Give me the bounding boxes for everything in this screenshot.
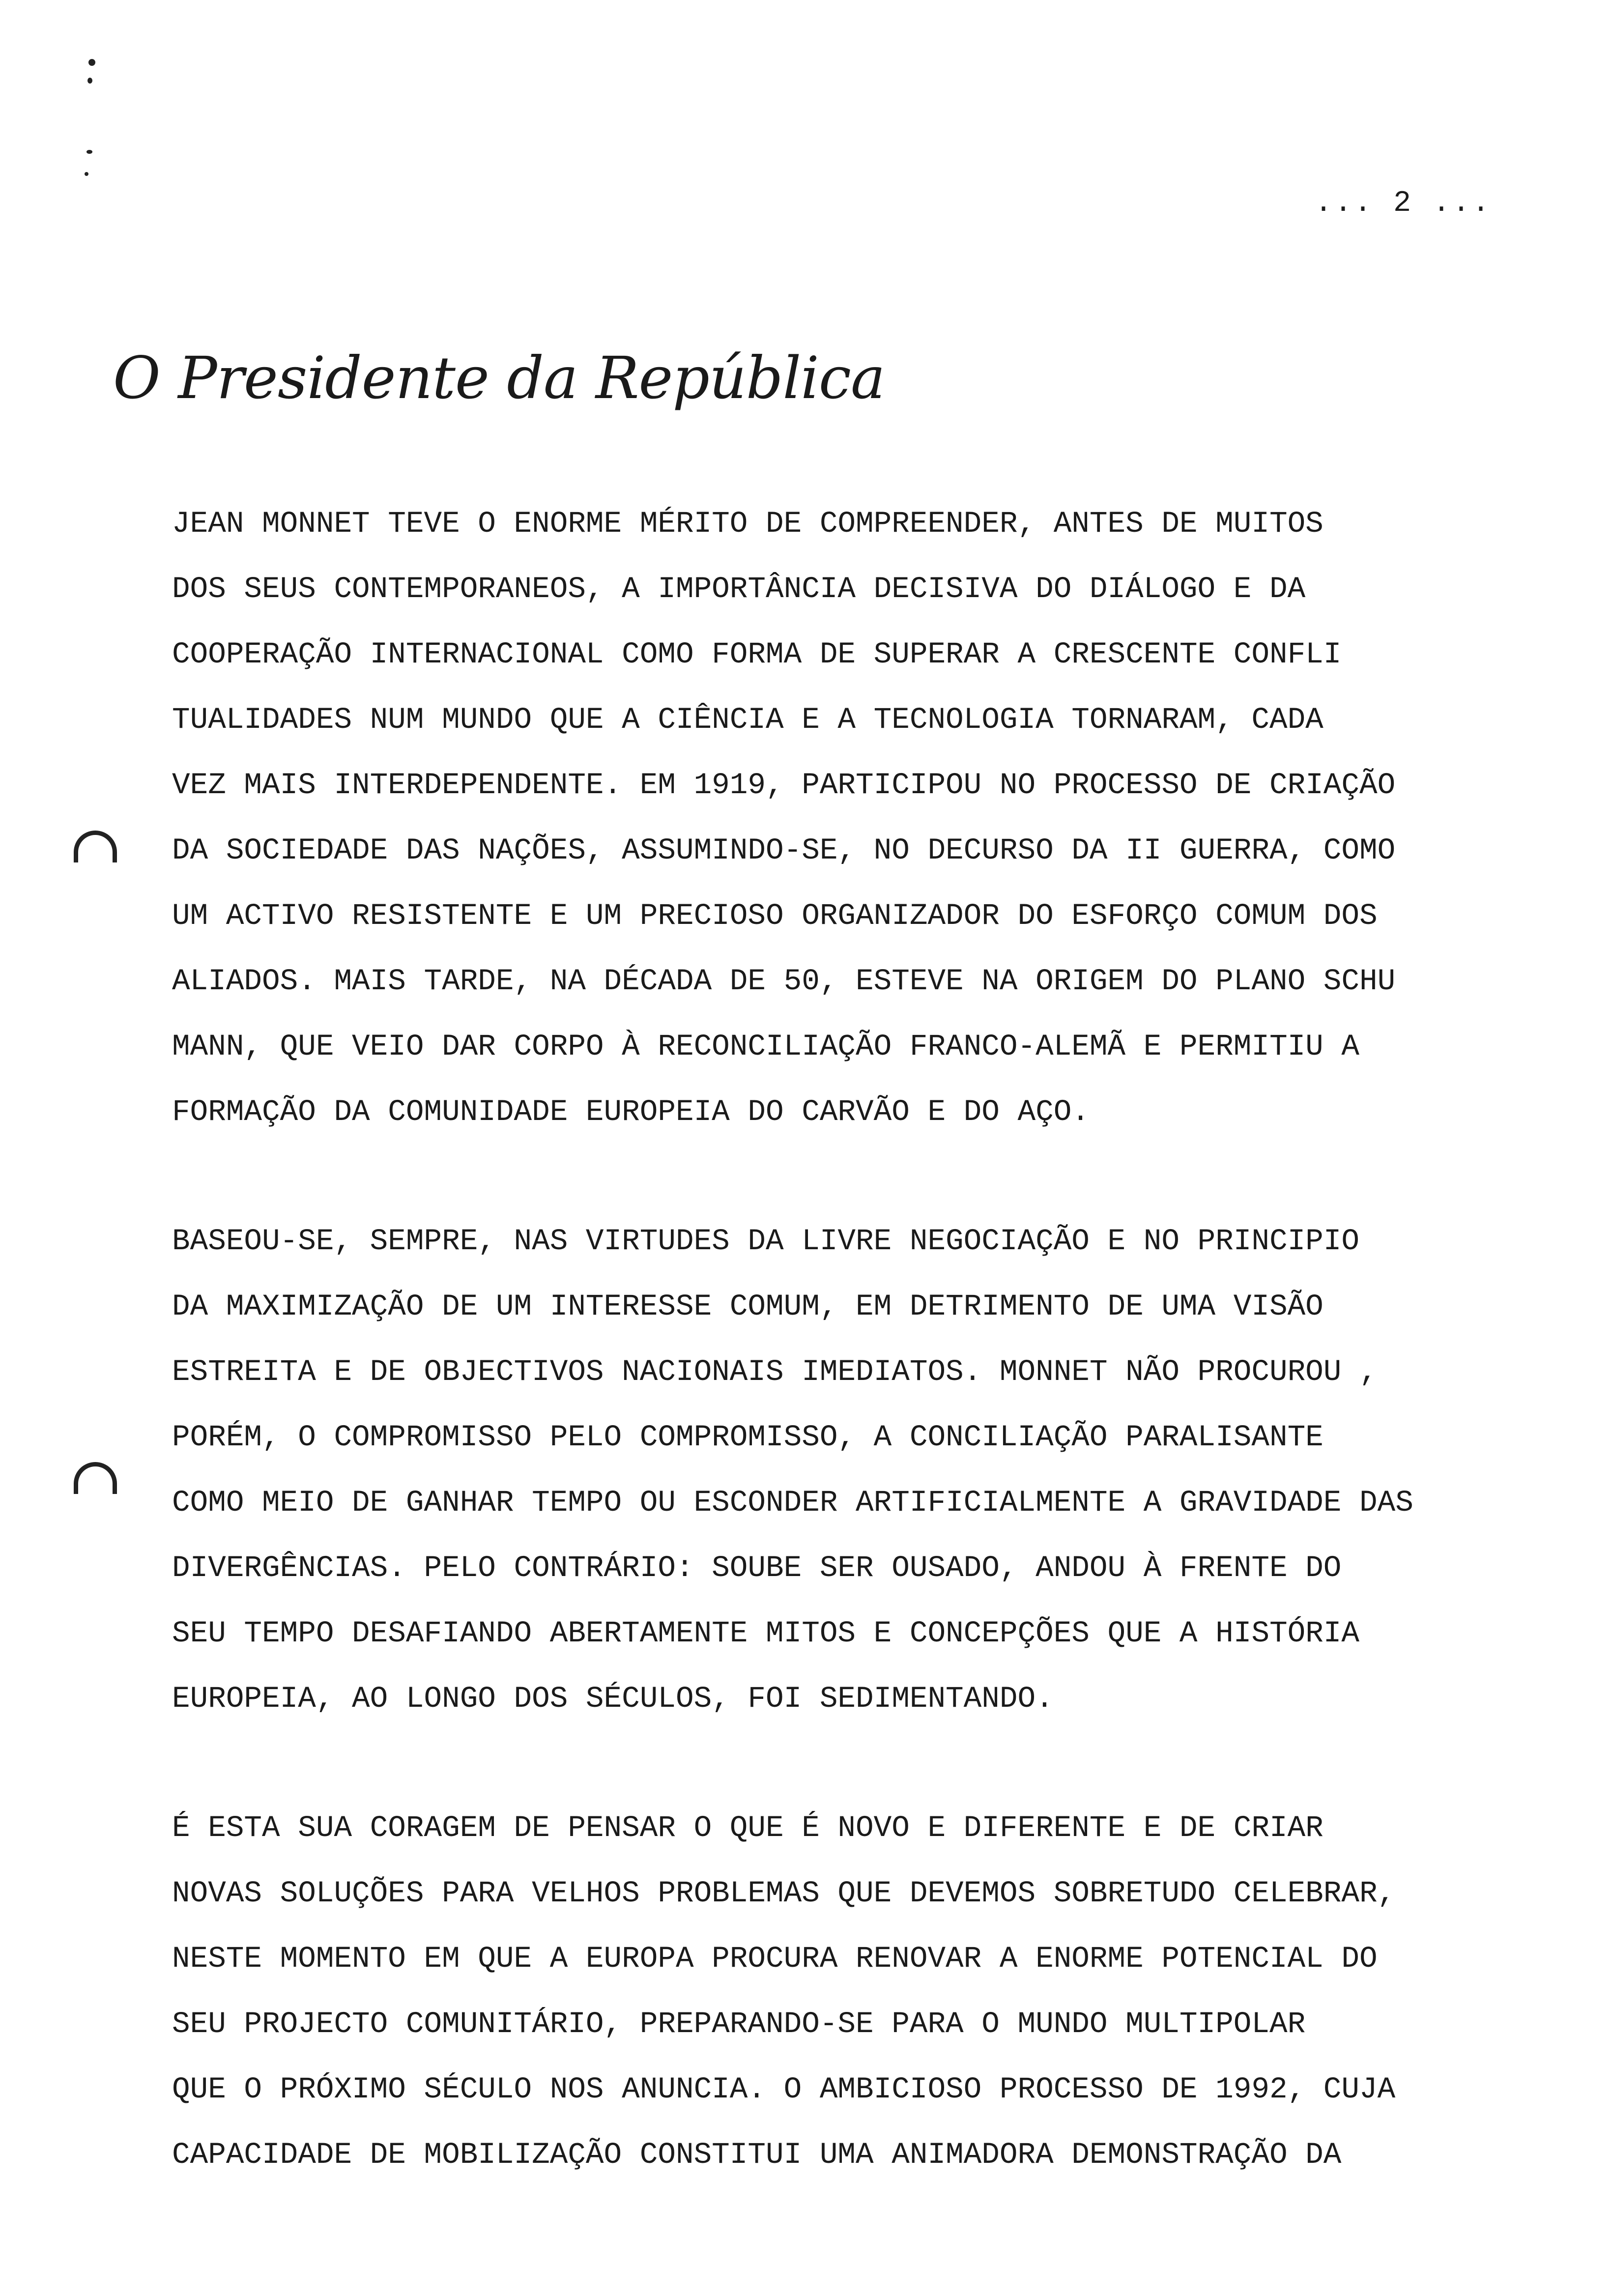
text-line: QUE O PRÓXIMO SÉCULO NOS ANUNCIA. O AMBICIOSO PROCESSO DE 1992, CUJA [172, 2073, 1396, 2107]
text-line: SEU PROJECTO COMUNITÁRIO, PREPARANDO-SE PARA O MUNDO MULTIPOLAR [172, 2008, 1306, 2041]
text-line: DA MAXIMIZAÇÃO DE UM INTERESSE COMUM, EM DETRIMENTO DE UMA VISÃO [172, 1290, 1324, 1324]
scan-mark-dot [85, 172, 88, 176]
page-number: ... 2 ... [1314, 187, 1492, 220]
scan-mark-dot [88, 59, 95, 66]
text-line: PORÉM, O COMPROMISSO PELO COMPROMISSO, A CONCILIAÇÃO PARALISANTE [172, 1421, 1324, 1455]
text-line: ESTREITA E DE OBJECTIVOS NACIONAIS IMEDIATOS. MONNET NÃO PROCUROU , [172, 1355, 1378, 1389]
text-line: MANN, QUE VEIO DAR CORPO À RECONCILIAÇÃO FRANCO-ALEMÃ E PERMITIU A [172, 1030, 1359, 1064]
text-line: DIVERGÊNCIAS. PELO CONTRÁRIO: SOUBE SER OUSADO, ANDOU À FRENTE DO [172, 1551, 1342, 1585]
document-body [172, 491, 1533, 2252]
punch-hole-mark [74, 831, 117, 862]
text-line: É ESTA SUA CORAGEM DE PENSAR O QUE É NOVO E DIFERENTE E DE CRIAR [172, 1811, 1324, 1845]
text-line: UM ACTIVO RESISTENTE E UM PRECIOSO ORGANIZADOR DO ESFORÇO COMUM DOS [172, 899, 1378, 933]
letterhead-title: O Presidente da República [113, 344, 885, 412]
text-line: FORMAÇÃO DA COMUNIDADE EUROPEIA DO CARVÃO E DO AÇO. [172, 1095, 1090, 1129]
text-line: EUROPEIA, AO LONGO DOS SÉCULOS, FOI SEDIMENTANDO. [172, 1682, 1054, 1716]
text-line: COOPERAÇÃO INTERNACIONAL COMO FORMA DE SUPERAR A CRESCENTE CONFLI [172, 638, 1342, 672]
text-line: VEZ MAIS INTERDEPENDENTE. EM 1919, PARTICIPOU NO PROCESSO DE CRIAÇÃO [172, 769, 1396, 803]
text-line: DOS SEUS CONTEMPORANEOS, A IMPORTÂNCIA DECISIVA DO DIÁLOGO E DA [172, 573, 1306, 606]
text-line: ALIADOS. MAIS TARDE, NA DÉCADA DE 50, ESTEVE NA ORIGEM DO PLANO SCHU [172, 965, 1396, 999]
text-line: DA SOCIEDADE DAS NAÇÕES, ASSUMINDO-SE, NO DECURSO DA II GUERRA, COMO [172, 834, 1396, 868]
text-line: NESTE MOMENTO EM QUE A EUROPA PROCURA RENOVAR A ENORME POTENCIAL DO [172, 1942, 1378, 1976]
punch-hole-mark [74, 1462, 117, 1494]
paragraph [172, 491, 1533, 1145]
text-line: SEU TEMPO DESAFIANDO ABERTAMENTE MITOS E CONCEPÇÕES QUE A HISTÓRIA [172, 1617, 1359, 1651]
text-line: JEAN MONNET TEVE O ENORME MÉRITO DE COMPREENDER, ANTES DE MUITOS [172, 507, 1324, 541]
text-line: CAPACIDADE DE MOBILIZAÇÃO CONSTITUI UMA ANIMADORA DEMONSTRAÇÃO DA [172, 2138, 1342, 2172]
text-line: NOVAS SOLUÇÕES PARA VELHOS PROBLEMAS QUE DEVEMOS SOBRETUDO CELEBRAR, [172, 1877, 1396, 1911]
text-line: BASEOU-SE, SEMPRE, NAS VIRTUDES DA LIVRE NEGOCIAÇÃO E NO PRINCIPIO [172, 1225, 1359, 1259]
paragraph [172, 1796, 1533, 2188]
scan-mark-dot [87, 78, 92, 84]
scan-mark-dot [86, 150, 92, 154]
text-line: TUALIDADES NUM MUNDO QUE A CIÊNCIA E A TECNOLOGIA TORNARAM, CADA [172, 703, 1324, 737]
paragraph [172, 1209, 1533, 1732]
text-line: COMO MEIO DE GANHAR TEMPO OU ESCONDER ARTIFICIALMENTE A GRAVIDADE DAS [172, 1486, 1413, 1520]
